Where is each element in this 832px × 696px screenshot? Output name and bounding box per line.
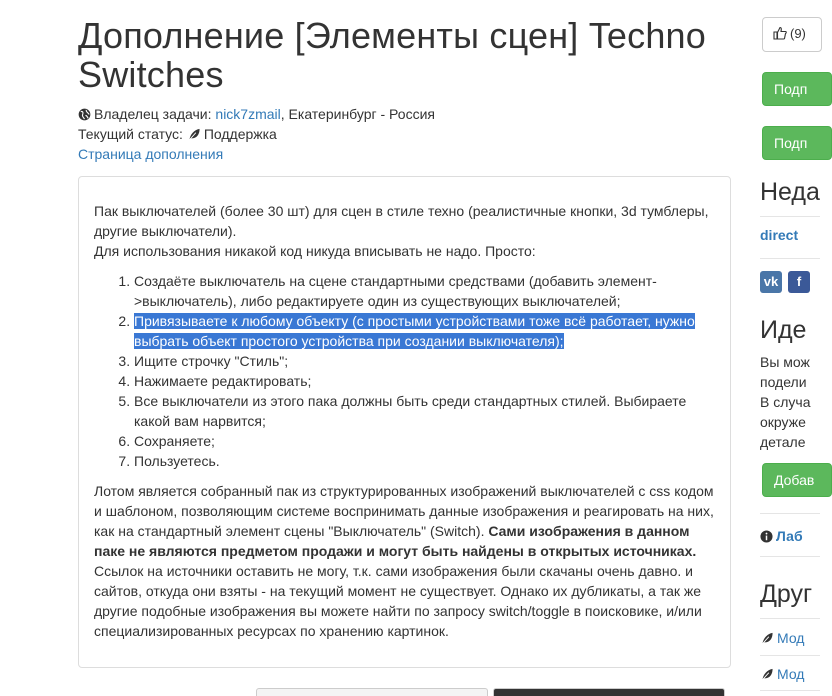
bold-notice: Сами изображения в данном паке не являются предметом продажи и могут быть найдены в открытых источниках. [94,523,697,559]
list-item: 4. Нажимаете редактировать; [134,371,716,391]
lot-paragraph: Лотом является собранный пак из структурированных изображений выключателей с css кодом и шаблоном, позволяющим системе воспринимать данные изображения и реагировать на них, как на стандартный элемент сцены "Выключатель" (Switch). Сами изображения в данном паке не являются предметом продажи и могут быть найдены в открытых источниках. Ссылок на источники оставить не могу, т.к. сами изображения были скачаны очень давно. и сайтов, откуда они взяты - на текущий момент не существует. Однако их дубликаты, а так же другие подобные изображения вы можете найти по запросу switch/toggle в поисковике, и/или специализированных ресурсах по хранению картинок. [94,483,714,639]
like-count: (9) [790,26,806,41]
divider [760,216,820,217]
ideas-text-line: детале [760,434,806,450]
gallery-thumbnail[interactable] [256,688,488,696]
owner-user-link[interactable]: nick7zmail [215,106,281,122]
owner-location: , Екатеринбург - Россия [280,106,435,122]
facebook-share-button[interactable]: f [788,271,810,293]
addon-link-row [78,144,732,164]
sidebar-item[interactable] [760,628,804,650]
vk-share-button[interactable]: vk [760,271,782,293]
leaf-icon [187,126,201,146]
page-title: Дополнение [Элементы сцен] Techno Switches [78,15,706,95]
thumbs-up-icon [773,26,787,43]
list-item: 6. Сохраняете; [134,431,716,451]
sidebar-item-link[interactable]: Мод [777,666,805,682]
divider [760,513,820,514]
sidebar-item-link[interactable]: Мод [777,630,805,646]
subscribe-button-2[interactable]: Подп [762,126,832,160]
owner-label: Владелец задачи: [94,106,212,122]
list-item: 7. Пользуетесь. [134,451,716,471]
info-link[interactable]: Лаб [776,528,803,544]
sidebar [760,0,820,696]
subscribe-button[interactable]: Подп [762,72,832,106]
globe-icon [78,106,91,126]
intro-text-2: Для использования никакой код никуда вписывать не надо. Просто: [94,243,536,259]
ideas-heading: Иде [760,316,807,344]
description-panel [78,176,731,668]
info-row [760,526,803,548]
list-item [134,311,716,351]
selected-text: Привязываете к любому объекту (с простыми устройствами тоже всё работает, нужно выбрать объект простого устройства при создании выключателя); [134,313,695,349]
ideas-text-line: Вы мож [760,354,810,370]
steps-list [94,271,716,471]
status-label: Текущий статус: [78,126,183,142]
list-item: 1. Создаёте выключатель на сцене стандартными средствами (добавить элемент->выключатель), либо редактируете один из существующих выключателей; [134,271,716,311]
intro-text-1: Пак выключателей (более 30 шт) для сцен в стиле техно (реалистичные кнопки, 3d тумблеры, другие выключатели). [94,203,709,239]
sidebar-link[interactable]: direct [760,227,799,243]
addon-page-link[interactable]: Страница дополнения [78,146,224,162]
status-row [78,124,732,144]
other-heading: Друг [760,580,813,608]
task-meta [78,104,732,164]
info-icon [760,528,773,548]
ideas-text-line: подели [760,374,807,390]
sidebar-heading: Неда [760,178,820,206]
gallery-thumbnails [256,688,736,696]
add-idea-button[interactable]: Добав [762,463,832,497]
divider [760,690,820,691]
owner-row [78,104,732,124]
divider [760,258,820,259]
list-item: 3. Ищите строчку "Стиль"; [134,351,716,371]
leaf-icon [760,666,774,686]
divider [760,556,820,557]
ideas-text-line: В случа [760,394,811,410]
sidebar-item[interactable] [760,664,804,686]
ideas-text-line: окруже [760,414,806,430]
gallery-thumbnail[interactable] [493,688,725,696]
status-value: Поддержка [203,126,277,142]
leaf-icon [760,630,774,650]
like-button[interactable] [762,17,822,52]
divider [760,655,820,656]
divider [760,618,820,619]
main-content [78,0,732,639]
list-item: 5. Все выключатели из этого пака должны быть среди стандартных стилей. Выбираете какой вам нарвится; [134,391,716,431]
